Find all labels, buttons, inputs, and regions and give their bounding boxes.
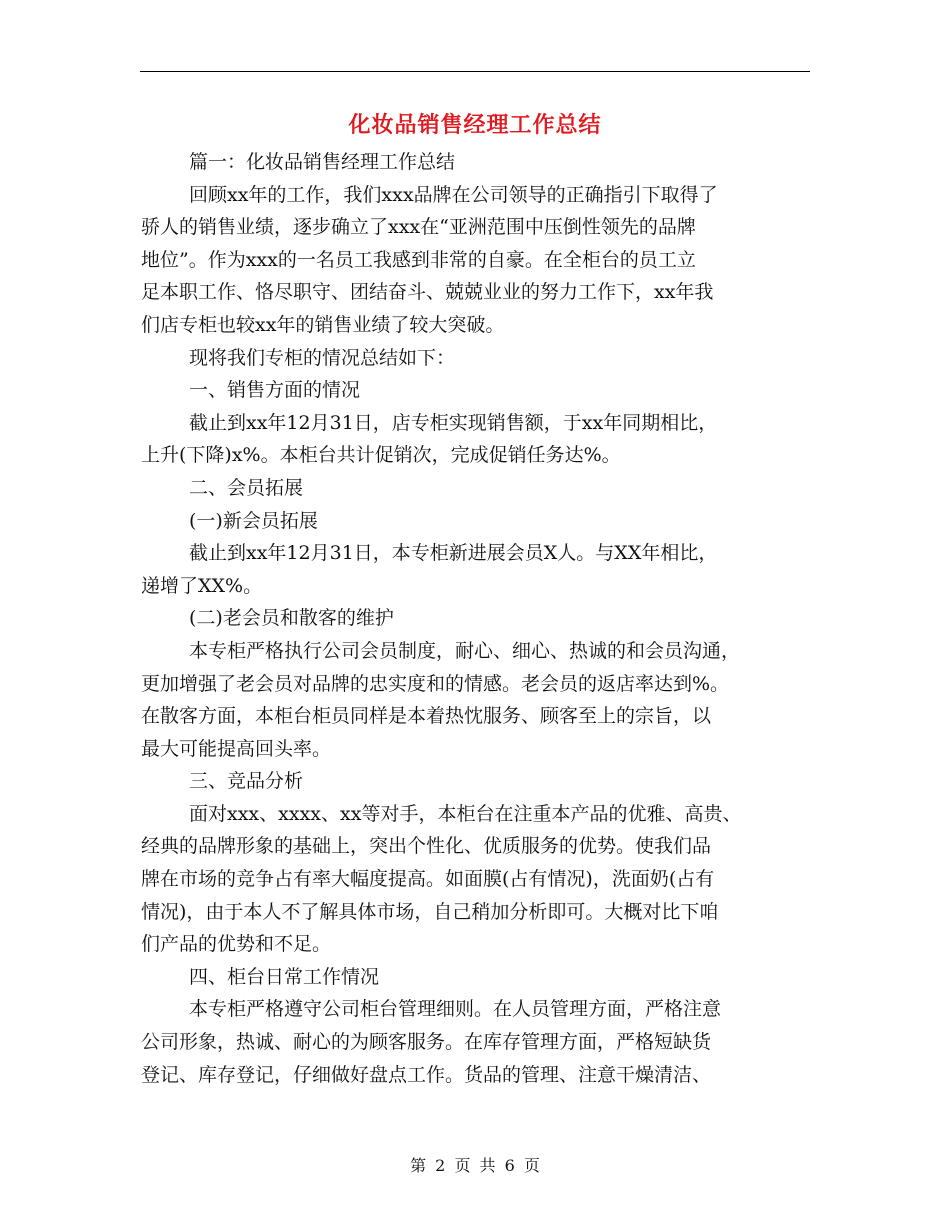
document-body xyxy=(141,146,813,1091)
section-heading: 篇一：化妆品销售经理工作总结 xyxy=(189,151,456,173)
header-rule xyxy=(140,71,810,72)
paragraph-line: 们产品的优势和不足。 xyxy=(141,933,332,956)
subsection-heading: (二)老会员和散客的维护 xyxy=(189,607,394,630)
paragraph-line: 情况)，由于本人不了解具体市场，自己稍加分析即可。大概对比下咱 xyxy=(141,900,719,923)
paragraph-line: 递增了XX%。 xyxy=(141,574,263,597)
paragraph-line: 公司形象，热诚、耐心的为顾客服务。在库存管理方面，严格短缺货 xyxy=(141,1031,712,1054)
paragraph-line: 本专柜严格执行公司会员制度，耐心、细心、热诚的和会员沟通， xyxy=(189,639,741,662)
paragraph-line: 经典的品牌形象的基础上，突出个性化、优质服务的优势。使我们品 xyxy=(141,835,712,858)
paragraph-line: 地位”。作为xxx的一名员工我感到非常的自豪。在全柜台的员工立 xyxy=(141,248,696,271)
paragraph-line: 最大可能提高回头率。 xyxy=(141,737,332,760)
paragraph-line: 截止到xx年12月31日，店专柜实现销售额，于xx年同期相比， xyxy=(189,411,718,434)
paragraph-line: 更加增强了老会员对品牌的忠实度和的情感。老会员的返店率达到%。 xyxy=(141,672,730,695)
paragraph-line: 截止到xx年12月31日，本专柜新进展会员X人。与XX年相比， xyxy=(189,542,718,565)
section-heading: 三、竞品分析 xyxy=(189,770,304,793)
paragraph-line: 现将我们专柜的情况总结如下： xyxy=(189,346,456,369)
paragraph-line: 登记、库存登记，仔细做好盘点工作。货品的管理、注意干燥清洁、 xyxy=(141,1063,712,1086)
paragraph-line: 足本职工作、恪尽职守、团结奋斗、兢兢业业的努力工作下，xx年我 xyxy=(141,281,714,304)
paragraph-line: 在散客方面，本柜台柜员同样是本着热忱服务、顾客至上的宗旨，以 xyxy=(141,705,712,728)
section-heading: 二、会员拓展 xyxy=(189,476,304,499)
section-heading: 四、柜台日常工作情况 xyxy=(189,965,380,988)
section-heading: 一、销售方面的情况 xyxy=(189,379,361,402)
page-number-footer: 第 2 页 共 6 页 xyxy=(410,1156,540,1175)
document-title: 化妆品销售经理工作总结 xyxy=(348,112,602,138)
paragraph-line: 们店专柜也较xx年的销售业绩了较大突破。 xyxy=(141,313,505,336)
subsection-heading: (一)新会员拓展 xyxy=(189,509,318,532)
paragraph-line: 牌在市场的竞争占有率大幅度提高。如面膜(占有情况)，洗面奶(占有 xyxy=(141,868,715,891)
paragraph-line: 本专柜严格遵守公司柜台管理细则。在人员管理方面，严格注意 xyxy=(189,998,722,1021)
paragraph-line: 上升(下降)x%。本柜台共计促销次，完成促销任务达%。 xyxy=(141,444,621,467)
paragraph-line: 回顾xx年的工作，我们xxx品牌在公司领导的正确指引下取得了 xyxy=(189,183,718,206)
paragraph-line: 骄人的销售业绩，逐步确立了xxx在“亚洲范围中压倒性领先的品牌 xyxy=(141,216,696,239)
paragraph-line: 面对xxx、xxxx、xx等对手，本柜台在注重本产品的优雅、高贵、 xyxy=(189,802,742,825)
